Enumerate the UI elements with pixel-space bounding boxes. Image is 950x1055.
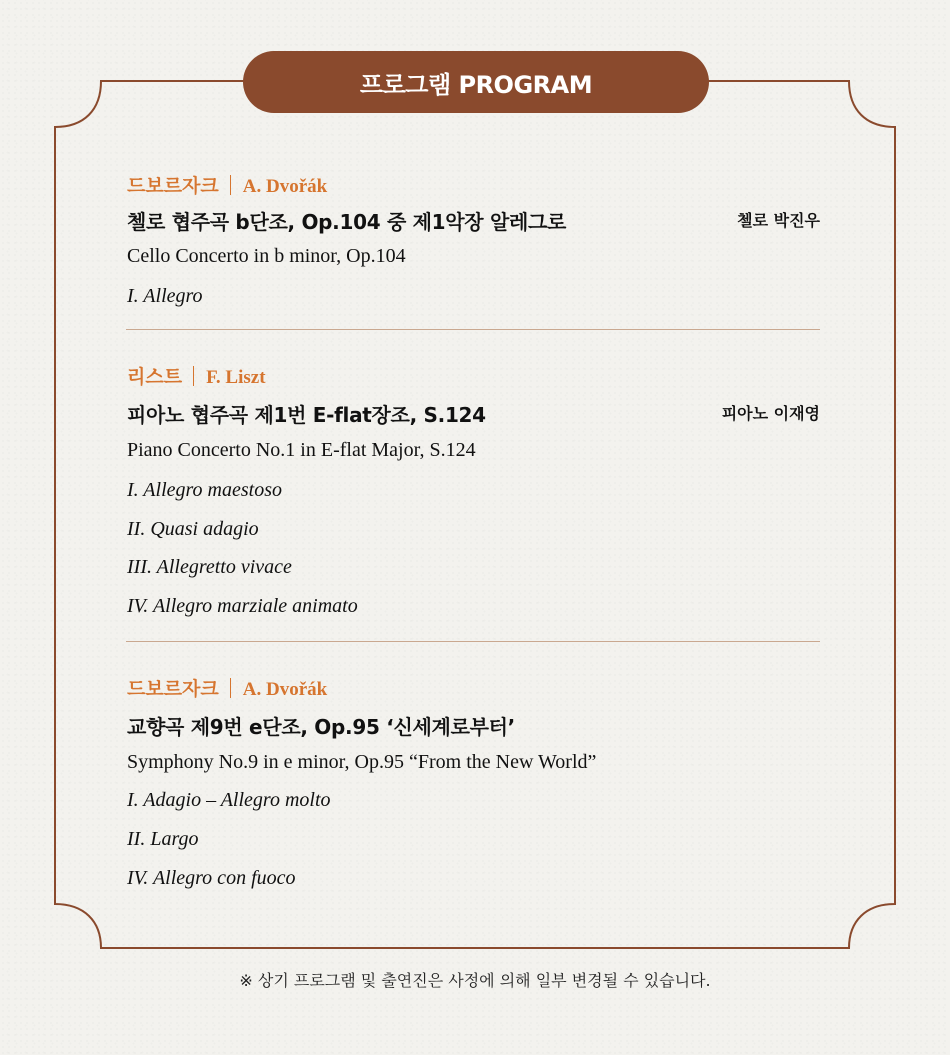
- composer-separator: [230, 678, 231, 698]
- composer-name-en: A. Dvořák: [242, 176, 328, 197]
- composer-name-en: F. Liszt: [206, 367, 266, 388]
- piece-title-en: Piano Concerto No.1 in E-flat Major, S.124: [127, 439, 476, 461]
- movement: II. Largo: [127, 828, 199, 850]
- movement: II. Quasi adagio: [127, 518, 259, 540]
- composer-name-en: A. Dvořák: [242, 679, 328, 700]
- piece-title-kr: 교향곡 제9번 e단조, Op.95 ‘신세계로부터’: [127, 715, 515, 739]
- piece-title-en: Cello Concerto in b minor, Op.104: [127, 245, 406, 267]
- program-header-pill: [243, 51, 709, 113]
- composer-heading: [127, 362, 266, 389]
- composer-heading: [127, 674, 327, 701]
- composer-name-kr: 리스트: [127, 366, 183, 388]
- program-title: 프로그램 PROGRAM: [359, 70, 593, 99]
- piece-title-kr: 첼로 협주곡 b단조, Op.104 중 제1악장 알레그로: [127, 210, 567, 234]
- section-divider: [126, 641, 820, 642]
- movement: IV. Allegro marziale animato: [127, 595, 358, 617]
- performer: 피아노 이재영: [721, 404, 820, 423]
- piece-title-kr: 피아노 협주곡 제1번 E-flat장조, S.124: [127, 403, 486, 427]
- composer-heading: [127, 171, 327, 198]
- section-divider: [126, 329, 820, 330]
- composer-name-kr: 드보르자크: [127, 175, 219, 197]
- piece-title-en: Symphony No.9 in e minor, Op.95 “From the New World”: [127, 751, 597, 773]
- composer-separator: [230, 175, 231, 195]
- movement: IV. Allegro con fuoco: [127, 867, 296, 889]
- movement: I. Allegro maestoso: [127, 479, 282, 501]
- composer-name-kr: 드보르자크: [127, 678, 219, 700]
- movement: III. Allegretto vivace: [127, 556, 292, 578]
- composer-separator: [193, 366, 194, 386]
- footer-notice: ※ 상기 프로그램 및 출연진은 사정에 의해 일부 변경될 수 있습니다.: [239, 971, 711, 990]
- performer: 첼로 박진우: [737, 211, 820, 230]
- movement: I. Allegro: [127, 285, 203, 307]
- movement: I. Adagio – Allegro molto: [127, 789, 331, 811]
